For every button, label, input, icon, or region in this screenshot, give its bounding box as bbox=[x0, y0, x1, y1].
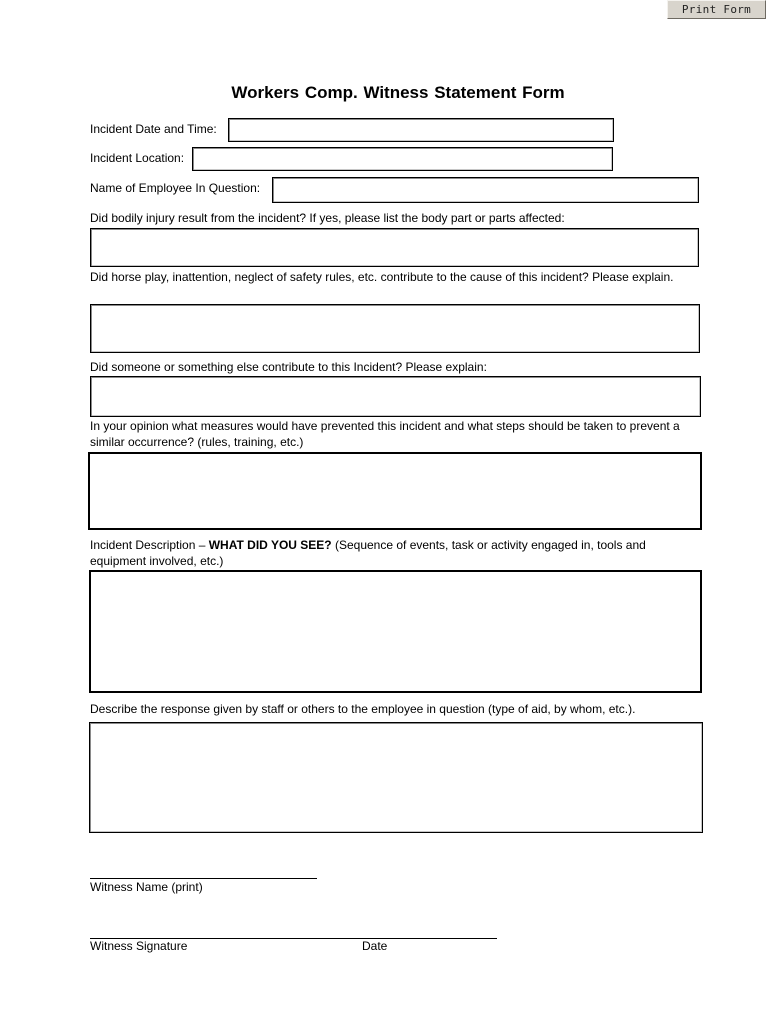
horse-play-question: Did horse play, inattention, neglect of safety rules, etc. contribute to the cause of this incident? Please explain. bbox=[90, 270, 674, 284]
response-answer[interactable] bbox=[89, 722, 703, 833]
witness-name-label: Witness Name (print) bbox=[90, 880, 203, 894]
prevention-answer[interactable] bbox=[88, 452, 702, 530]
description-answer[interactable] bbox=[89, 570, 702, 693]
someone-else-question: Did someone or something else contribute to this Incident? Please explain: bbox=[90, 360, 487, 374]
form-title: Workers Comp. Witness Statement Form bbox=[231, 83, 565, 102]
horse-play-answer[interactable] bbox=[90, 304, 700, 353]
description-suffix: (Sequence of events, task or activity engaged in, tools and equipment involved, etc.) bbox=[90, 538, 646, 568]
incident-date-time-label: Incident Date and Time: bbox=[90, 122, 217, 136]
description-prefix: Incident Description – bbox=[90, 538, 209, 552]
date-label: Date bbox=[362, 939, 388, 953]
response-question: Describe the response given by staff or others to the employee in question (type of aid, by whom, etc.). bbox=[90, 702, 636, 716]
description-emphasis: WHAT DID YOU SEE? bbox=[208, 538, 332, 552]
incident-location-field[interactable] bbox=[192, 147, 613, 171]
employee-name-label: Name of Employee In Question: bbox=[90, 181, 261, 195]
bodily-injury-question: Did bodily injury result from the incident? If yes, please list the body part or parts affected: bbox=[90, 211, 565, 225]
print-form-button[interactable]: Print Form bbox=[667, 0, 766, 19]
description-question bbox=[90, 537, 700, 569]
bodily-injury-answer[interactable] bbox=[90, 228, 699, 267]
someone-else-answer[interactable] bbox=[90, 376, 701, 417]
incident-location-label: Incident Location: bbox=[90, 151, 185, 165]
incident-date-time-field[interactable] bbox=[228, 118, 614, 142]
prevention-question: In your opinion what measures would have prevented this incident and what steps should be taken to prevent a similar occurrence? (rules, training, etc.) bbox=[90, 419, 680, 449]
employee-name-field[interactable] bbox=[272, 177, 699, 203]
witness-signature-label: Witness Signature bbox=[90, 939, 188, 953]
